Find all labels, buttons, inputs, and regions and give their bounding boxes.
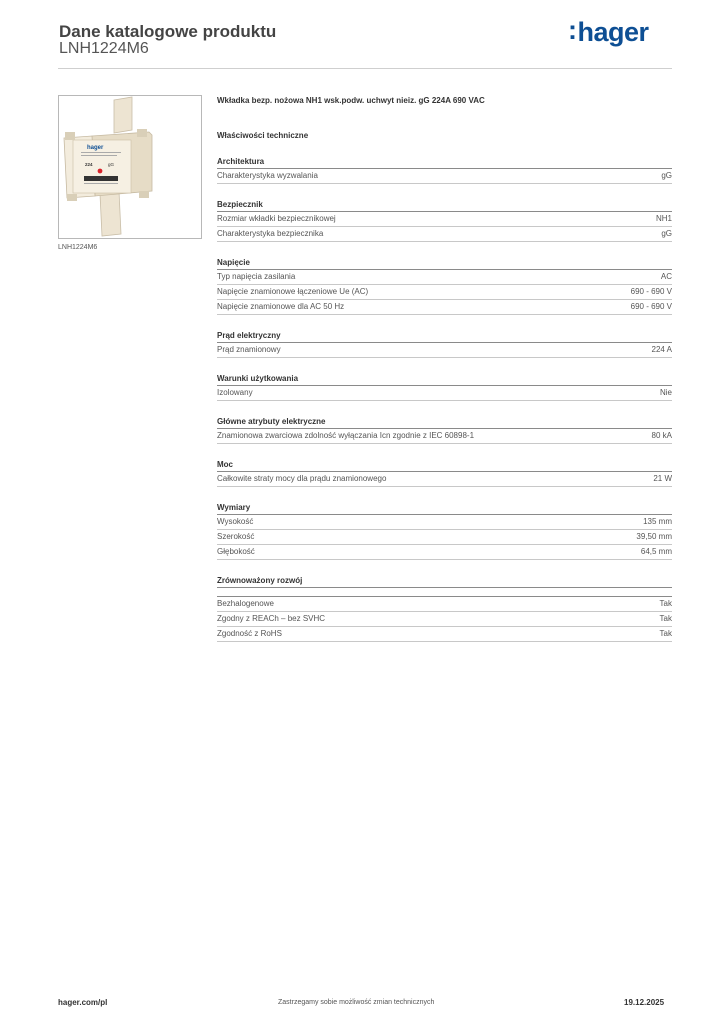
- spec-section: [217, 200, 672, 242]
- spec-row: [217, 627, 672, 642]
- footer-date: 19.12.2025: [624, 998, 665, 1007]
- spec-label: Napięcie znamionowe dla AC 50 Hz: [217, 302, 345, 311]
- label-class: gG: [108, 162, 115, 167]
- product-description: Wkładka bezp. nożowa NH1 wsk.podw. uchwyt nieiz. gG 224A 690 VAC: [217, 96, 485, 105]
- spec-row: [217, 212, 672, 227]
- section-heading: Prąd elektryczny: [217, 331, 672, 343]
- spec-value: Tak: [659, 614, 672, 623]
- spec-value: 80 kA: [651, 431, 672, 440]
- spec-row: [217, 530, 672, 545]
- spec-value: AC: [660, 272, 672, 281]
- spec-label: Wysokość: [217, 517, 254, 526]
- section-heading: Architektura: [217, 157, 672, 169]
- spec-label: Typ napięcia zasilania: [217, 272, 296, 281]
- section-heading: Moc: [217, 460, 672, 472]
- spec-label: Izolowany: [217, 388, 253, 397]
- spec-row: [217, 429, 672, 444]
- page-title: Dane katalogowe produktu: [59, 22, 277, 41]
- spec-value: 39,50 mm: [636, 532, 672, 541]
- spec-sections: [217, 157, 672, 642]
- spec-value: 64,5 mm: [640, 547, 672, 556]
- spec-row: [217, 515, 672, 530]
- spec-row: [217, 472, 672, 487]
- spec-row: [217, 545, 672, 560]
- hager-logo: :hager: [568, 15, 649, 47]
- spec-label: Głębokość: [217, 547, 255, 556]
- spec-section: [217, 503, 672, 560]
- section-heading: Bezpiecznik: [217, 200, 672, 212]
- spec-value: gG: [661, 229, 672, 238]
- label-bar: [84, 176, 118, 181]
- spec-row: [217, 300, 672, 315]
- spec-row: [217, 227, 672, 242]
- spec-row: [217, 270, 672, 285]
- spec-row: [217, 343, 672, 358]
- spec-section: [217, 157, 672, 184]
- spec-label: Rozmiar wkładki bezpiecznikowej: [217, 214, 336, 223]
- section-spacer: [217, 588, 672, 597]
- section-heading: Zrównoważony rozwój: [217, 576, 672, 588]
- spec-section: [217, 460, 672, 487]
- spec-value: 690 - 690 V: [630, 302, 672, 311]
- spec-value: Nie: [659, 388, 672, 397]
- spec-row: [217, 612, 672, 627]
- spec-section: [217, 258, 672, 315]
- properties-title: Właściwości techniczne: [217, 131, 309, 140]
- footer-website: hager.com/pl: [58, 998, 108, 1007]
- indicator-dot: [98, 169, 103, 174]
- section-heading: Wymiary: [217, 503, 672, 515]
- spec-content: [217, 96, 672, 642]
- fuse-illustration: [59, 96, 201, 238]
- label-brand: hager: [87, 145, 104, 151]
- spec-value: gG: [661, 171, 672, 180]
- spec-value: Tak: [659, 599, 672, 608]
- spec-label: Zgodność z RoHS: [217, 629, 282, 638]
- spec-row: [217, 386, 672, 401]
- spec-section: [217, 374, 672, 401]
- spec-value: Tak: [659, 629, 672, 638]
- header-divider: [58, 68, 672, 69]
- label-rating: 224: [85, 162, 93, 167]
- spec-label: Charakterystyka wyzwalania: [217, 171, 318, 180]
- spec-section: [217, 417, 672, 444]
- spec-label: Napięcie znamionowe łączeniowe Ue (AC): [217, 287, 369, 296]
- spec-row: [217, 169, 672, 184]
- spec-label: Szerokość: [217, 532, 255, 541]
- spec-section: [217, 331, 672, 358]
- spec-value: NH1: [655, 214, 672, 223]
- section-heading: Warunki użytkowania: [217, 374, 672, 386]
- spec-value: 690 - 690 V: [630, 287, 672, 296]
- section-heading: Główne atrybuty elektryczne: [217, 417, 672, 429]
- spec-value: 224 A: [651, 345, 672, 354]
- spec-label: Całkowite straty mocy dla prądu znamionowego: [217, 474, 387, 483]
- spec-label: Bezhalogenowe: [217, 599, 274, 608]
- spec-row: [217, 285, 672, 300]
- product-image: [58, 95, 202, 239]
- logo-text: hager: [577, 17, 649, 47]
- spec-label: Znamionowa zwarciowa zdolność wyłączania Icn zgodnie z IEC 60898-1: [217, 431, 475, 440]
- spec-section: [217, 576, 672, 642]
- product-code: LNH1224M6: [59, 40, 149, 57]
- section-heading: Napięcie: [217, 258, 672, 270]
- spec-value: 135 mm: [643, 517, 672, 526]
- spec-row: [217, 597, 672, 612]
- footer-disclaimer: Zastrzegamy sobie możliwość zmian technicznych: [278, 999, 435, 1006]
- spec-label: Prąd znamionowy: [217, 345, 281, 354]
- spec-label: Zgodny z REACh – bez SVHC: [217, 614, 326, 623]
- spec-label: Charakterystyka bezpiecznika: [217, 229, 324, 238]
- image-caption: LNH1224M6: [58, 244, 98, 251]
- spec-value: 21 W: [653, 474, 672, 483]
